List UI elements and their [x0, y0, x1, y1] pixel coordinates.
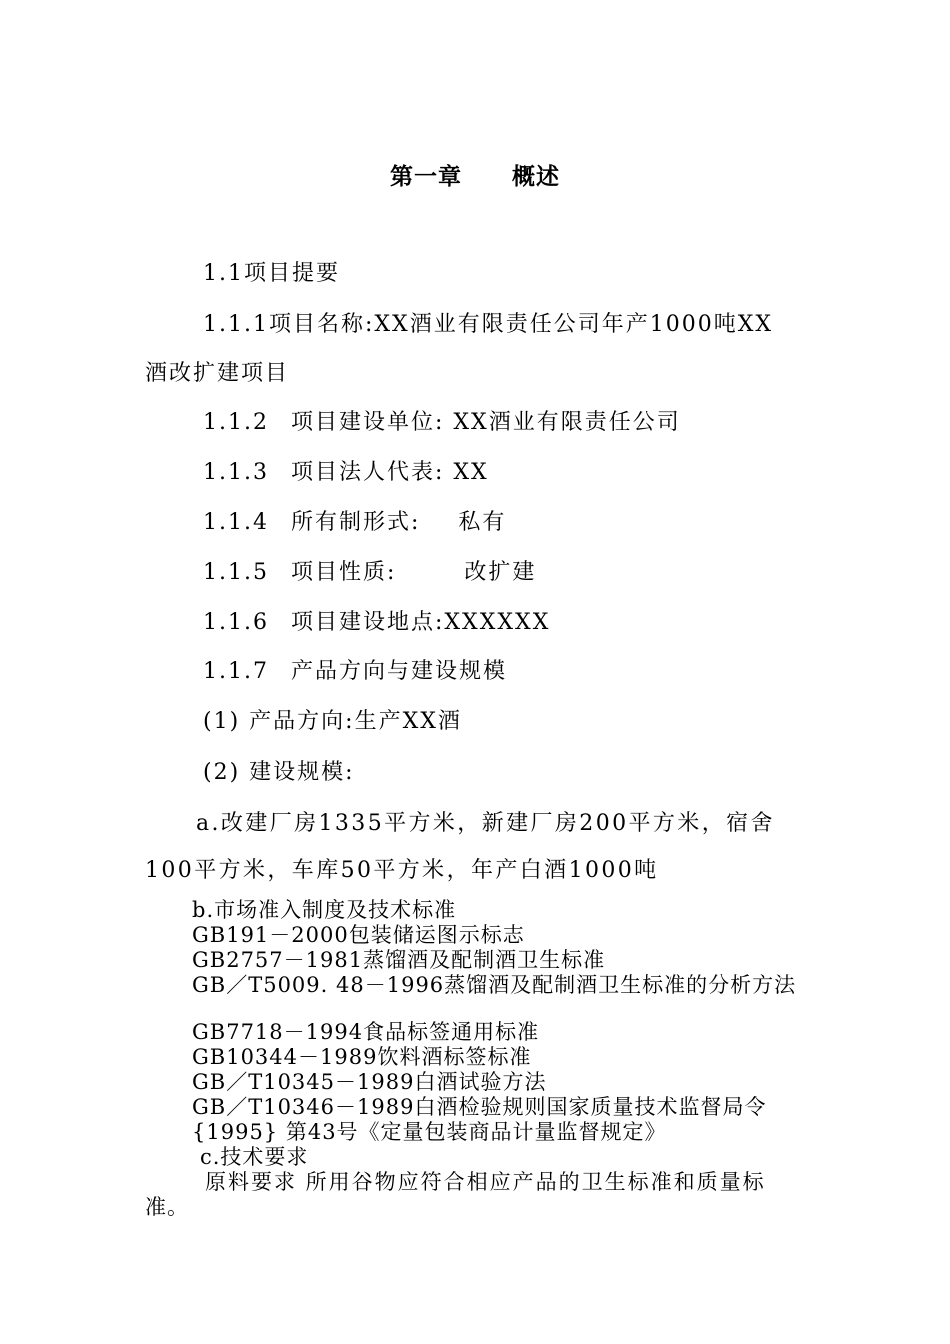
- chapter-label: 第一章: [390, 164, 462, 190]
- standard-item: GB10344－1989饮料酒标签标准: [192, 1045, 532, 1069]
- construction-scale: (2) 建设规模:: [203, 760, 355, 785]
- standard-item: GB／T10345－1989白酒试验方法: [192, 1070, 547, 1094]
- scale-detail-line2: 100平方米，车库50平方米，年产白酒1000吨: [145, 858, 659, 883]
- standard-item: GB／T10346－1989白酒检验规则国家质量技术监督局令: [192, 1095, 767, 1119]
- item-1-1-3: [203, 462, 489, 484]
- item-1-1-1-line1: 1.1.1项目名称:XX酒业有限责任公司年产1000吨XX: [203, 312, 774, 337]
- item-number: 1.1.6: [203, 610, 269, 635]
- item-number: 1.1.4: [203, 510, 269, 535]
- item-text: 项目法人代表: XX: [290, 460, 489, 485]
- standard-item: GB7718－1994食品标签通用标准: [192, 1020, 540, 1044]
- standard-item: GB191－2000包装储运图示标志: [192, 923, 525, 947]
- item-number: 1.1.2: [203, 410, 269, 435]
- item-1-1-2: [203, 412, 681, 434]
- item-text: 项目建设地点:XXXXXX: [290, 610, 551, 635]
- item-1-1-6: [203, 612, 550, 634]
- item-1-1-7: [203, 661, 507, 683]
- tech-paragraph-line2: 准。: [145, 1195, 189, 1219]
- item-number: 1.1.7: [203, 659, 269, 684]
- product-direction: (1) 产品方向:生产XX酒: [203, 709, 462, 734]
- item-1-1-1-line2: 酒改扩建项目: [145, 361, 290, 386]
- item-1-1-4: [203, 512, 506, 534]
- chapter-name: 概述: [512, 164, 560, 190]
- standard-item: GB／T5009. 48－1996蒸馏酒及配制酒卫生标准的分析方法: [192, 973, 797, 997]
- standards-header: b.市场准入制度及技术标准: [192, 898, 457, 922]
- item-text: 产品方向与建设规模: [290, 659, 507, 684]
- item-number: 1.1.3: [203, 460, 269, 485]
- tech-paragraph-line1: 原料要求 所用谷物应符合相应产品的卫生标准和质量标: [205, 1170, 766, 1194]
- item-label: 所有制形式:: [290, 510, 421, 535]
- scale-detail-line1: a.改建厂房1335平方米，新建厂房200平方米，宿舍: [196, 811, 775, 836]
- item-label: 项目性质:: [290, 560, 397, 585]
- tech-header: c.技术要求: [200, 1145, 309, 1169]
- item-text: 项目建设单位: XX酒业有限责任公司: [290, 410, 681, 435]
- standard-item: {1995} 第43号《定量包装商品计量监督规定》: [192, 1120, 667, 1144]
- standard-item: GB2757－1981蒸馏酒及配制酒卫生标准: [192, 948, 606, 972]
- item-number: 1.1.5: [203, 560, 269, 585]
- item-value: 改扩建: [464, 560, 537, 585]
- chapter-title: [0, 158, 950, 191]
- section-1-1: 1.1项目提要: [203, 261, 340, 286]
- item-1-1-5: [203, 562, 536, 584]
- item-value: 私有: [458, 510, 507, 535]
